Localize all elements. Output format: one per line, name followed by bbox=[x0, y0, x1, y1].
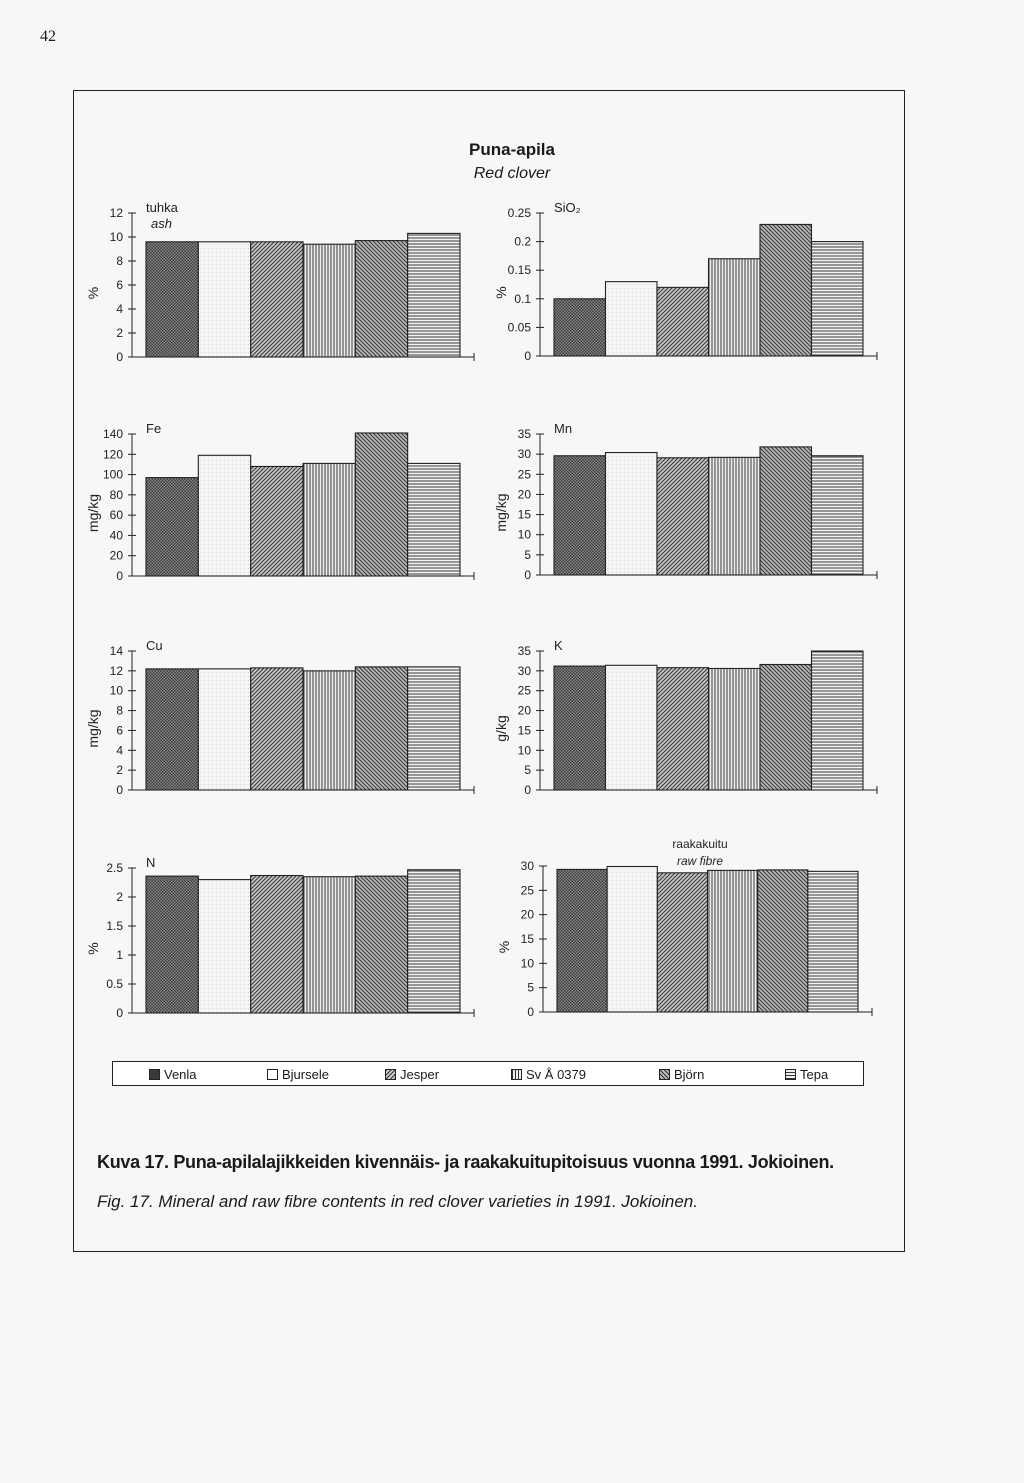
panel-sublabel: raw fibre bbox=[676, 854, 724, 868]
bar-bjorn bbox=[760, 224, 812, 356]
bar-jesper bbox=[657, 873, 707, 1012]
bar-bjorn bbox=[355, 433, 407, 576]
bar-sva bbox=[709, 259, 761, 356]
y-tick-label: 15 bbox=[517, 507, 531, 522]
y-tick-label: 0.5 bbox=[106, 977, 123, 991]
bar-bjursele bbox=[198, 669, 250, 790]
y-axis-label: mg/kg bbox=[85, 709, 101, 748]
y-tick-label: 0 bbox=[116, 350, 123, 364]
bar-tepa bbox=[408, 233, 460, 357]
y-tick-label: 5 bbox=[524, 547, 531, 562]
y-tick-label: 0.2 bbox=[514, 234, 531, 249]
figure-subtitle: Red clover bbox=[473, 165, 551, 182]
bar-bjorn bbox=[355, 667, 407, 790]
y-tick-label: 0 bbox=[524, 349, 531, 363]
y-tick-label: 30 bbox=[520, 859, 534, 873]
legend-swatch-sva bbox=[511, 1069, 522, 1080]
bar-venla bbox=[146, 242, 198, 357]
y-tick-label: 0 bbox=[524, 783, 531, 797]
panel-label: tuhka bbox=[146, 200, 178, 215]
y-tick-label: 10 bbox=[520, 956, 534, 971]
chart-raw-fibre bbox=[496, 837, 872, 1019]
bar-tepa bbox=[812, 242, 864, 356]
charts-layer bbox=[85, 200, 877, 1020]
bar-jesper bbox=[251, 668, 303, 790]
y-tick-label: 1.5 bbox=[106, 919, 123, 933]
y-tick-label: 40 bbox=[109, 528, 123, 543]
legend-swatch-bjorn bbox=[659, 1069, 670, 1080]
y-tick-label: 0 bbox=[116, 1006, 123, 1020]
panel-label: raakakuitu bbox=[672, 837, 728, 851]
y-tick-label: 10 bbox=[109, 683, 123, 698]
bar-venla bbox=[146, 669, 198, 790]
bar-bjursele bbox=[606, 453, 658, 575]
y-tick-label: 30 bbox=[517, 663, 531, 678]
y-tick-label: 4 bbox=[116, 743, 123, 758]
bar-bjorn bbox=[355, 241, 407, 357]
bar-jesper bbox=[657, 287, 709, 356]
y-tick-label: 8 bbox=[116, 703, 123, 718]
y-tick-label: 20 bbox=[517, 487, 531, 502]
legend-label: Sv Å 0379 bbox=[526, 1066, 586, 1082]
y-tick-label: 20 bbox=[520, 907, 534, 922]
y-tick-label: 140 bbox=[102, 427, 123, 441]
y-tick-label: 0.15 bbox=[507, 263, 531, 278]
bar-bjorn bbox=[355, 876, 407, 1013]
bar-venla bbox=[146, 876, 198, 1013]
y-tick-label: 100 bbox=[102, 467, 123, 482]
legend-swatch-bjursele bbox=[267, 1069, 278, 1080]
bar-venla bbox=[554, 299, 606, 356]
legend bbox=[112, 1061, 864, 1086]
bar-jesper bbox=[251, 876, 303, 1013]
y-tick-label: 0 bbox=[527, 1005, 534, 1019]
bar-bjorn bbox=[760, 665, 812, 790]
y-tick-label: 2 bbox=[116, 763, 123, 778]
bar-sva bbox=[303, 877, 355, 1013]
y-tick-label: 0.05 bbox=[507, 320, 531, 335]
y-tick-label: 4 bbox=[116, 302, 123, 316]
bar-bjursele bbox=[606, 282, 658, 356]
panel-label: K bbox=[554, 638, 563, 653]
y-tick-label: 25 bbox=[517, 683, 531, 698]
bar-jesper bbox=[657, 668, 709, 790]
legend-swatch-jesper bbox=[385, 1069, 396, 1080]
legend-item-bjorn bbox=[659, 1066, 704, 1082]
chart-sio2 bbox=[493, 200, 877, 363]
y-tick-label: 0 bbox=[116, 569, 123, 583]
bar-tepa bbox=[408, 870, 460, 1013]
bar-venla bbox=[146, 478, 198, 576]
y-tick-label: 0 bbox=[116, 783, 123, 797]
y-axis-label: mg/kg bbox=[493, 493, 509, 532]
bar-venla bbox=[554, 666, 606, 790]
bar-sva bbox=[303, 671, 355, 790]
bar-sva bbox=[303, 463, 355, 576]
legend-item-bjursele bbox=[267, 1066, 329, 1082]
panel-label: Fe bbox=[146, 421, 162, 436]
page-number: 42 bbox=[40, 28, 56, 45]
y-tick-label: 0.1 bbox=[514, 291, 531, 306]
panel-label: N bbox=[146, 855, 156, 870]
y-tick-label: 8 bbox=[116, 254, 123, 268]
legend-label: Tepa bbox=[800, 1066, 829, 1082]
bar-venla bbox=[554, 456, 606, 575]
legend-label: Björn bbox=[674, 1066, 705, 1082]
y-tick-label: 6 bbox=[116, 278, 123, 292]
panel-label: SiO₂ bbox=[554, 200, 581, 215]
y-tick-label: 5 bbox=[527, 980, 534, 995]
bar-sva bbox=[709, 668, 761, 790]
y-tick-label: 30 bbox=[517, 447, 531, 462]
y-axis-label: g/kg bbox=[493, 715, 509, 742]
caption-finnish: Kuva 17. Puna-apilalajikkeiden kivennäis- ja raakakuitupitoisuus vuonna 1991. Jokioinen. bbox=[97, 1152, 834, 1172]
y-tick-label: 25 bbox=[520, 883, 534, 898]
bar-bjursele bbox=[607, 866, 657, 1012]
y-axis-label: % bbox=[493, 286, 509, 299]
bar-bjorn bbox=[758, 870, 808, 1012]
bar-jesper bbox=[251, 466, 303, 576]
legend-item-tepa bbox=[785, 1066, 828, 1082]
legend-swatch-venla bbox=[149, 1069, 160, 1080]
panel-sublabel: ash bbox=[151, 216, 172, 231]
y-axis-label: % bbox=[85, 286, 101, 300]
y-tick-label: 15 bbox=[517, 723, 531, 738]
legend-item-venla bbox=[149, 1066, 197, 1082]
figure-title: Puna-apila bbox=[469, 140, 555, 159]
panel-label: Cu bbox=[146, 638, 163, 653]
y-tick-label: 80 bbox=[109, 487, 123, 502]
legend-label: Jesper bbox=[400, 1066, 440, 1082]
y-axis-label: % bbox=[85, 942, 101, 955]
y-tick-label: 20 bbox=[517, 703, 531, 718]
bar-tepa bbox=[408, 667, 460, 790]
y-tick-label: 35 bbox=[517, 644, 531, 658]
bar-bjursele bbox=[198, 880, 250, 1013]
bar-tepa bbox=[408, 463, 460, 576]
y-tick-label: 60 bbox=[109, 508, 123, 523]
legend-swatch-tepa bbox=[785, 1069, 796, 1080]
legend-item-sva bbox=[511, 1066, 586, 1082]
y-tick-label: 15 bbox=[520, 932, 534, 946]
y-tick-label: 2 bbox=[116, 326, 123, 340]
y-axis-label: mg/kg bbox=[85, 493, 101, 533]
caption-english: Fig. 17. Mineral and raw fibre contents in red clover varieties in 1991. Jokioinen. bbox=[97, 1192, 698, 1211]
bar-sva bbox=[708, 870, 758, 1012]
chart-ash bbox=[85, 200, 474, 364]
bar-tepa bbox=[812, 651, 864, 790]
y-tick-label: 25 bbox=[517, 467, 531, 482]
y-tick-label: 10 bbox=[517, 527, 531, 542]
y-tick-label: 35 bbox=[517, 427, 531, 441]
y-tick-label: 2.5 bbox=[106, 861, 123, 875]
y-tick-label: 6 bbox=[116, 723, 123, 738]
y-tick-label: 10 bbox=[109, 230, 123, 244]
y-tick-label: 12 bbox=[109, 206, 123, 220]
chart-mn bbox=[493, 421, 877, 582]
legend-label: Bjursele bbox=[282, 1066, 329, 1082]
legend-item-jesper bbox=[385, 1066, 439, 1082]
bar-tepa bbox=[812, 456, 864, 575]
y-tick-label: 5 bbox=[524, 763, 531, 778]
bar-venla bbox=[557, 869, 607, 1012]
chart-cu bbox=[85, 638, 474, 797]
chart-fe bbox=[85, 421, 474, 583]
chart-n bbox=[85, 855, 474, 1020]
y-tick-label: 12 bbox=[109, 663, 123, 678]
y-tick-label: 1 bbox=[116, 948, 123, 962]
bar-bjursele bbox=[606, 665, 658, 790]
y-tick-label: 2 bbox=[116, 890, 123, 904]
bar-jesper bbox=[657, 458, 709, 575]
bar-sva bbox=[303, 244, 355, 357]
y-tick-label: 10 bbox=[517, 743, 531, 758]
y-tick-label: 0.25 bbox=[507, 206, 531, 220]
bar-sva bbox=[709, 457, 761, 575]
legend-label: Venla bbox=[164, 1066, 197, 1082]
bar-tepa bbox=[808, 871, 858, 1012]
y-axis-label: % bbox=[496, 940, 512, 954]
bar-bjursele bbox=[198, 455, 250, 576]
y-tick-label: 120 bbox=[102, 447, 123, 462]
y-tick-label: 14 bbox=[109, 644, 123, 658]
bar-bjursele bbox=[198, 242, 250, 357]
y-tick-label: 20 bbox=[109, 548, 123, 563]
bar-jesper bbox=[251, 242, 303, 357]
chart-k bbox=[493, 638, 877, 797]
y-tick-label: 0 bbox=[524, 568, 531, 582]
bar-bjorn bbox=[760, 447, 812, 575]
panel-label: Mn bbox=[554, 421, 573, 436]
